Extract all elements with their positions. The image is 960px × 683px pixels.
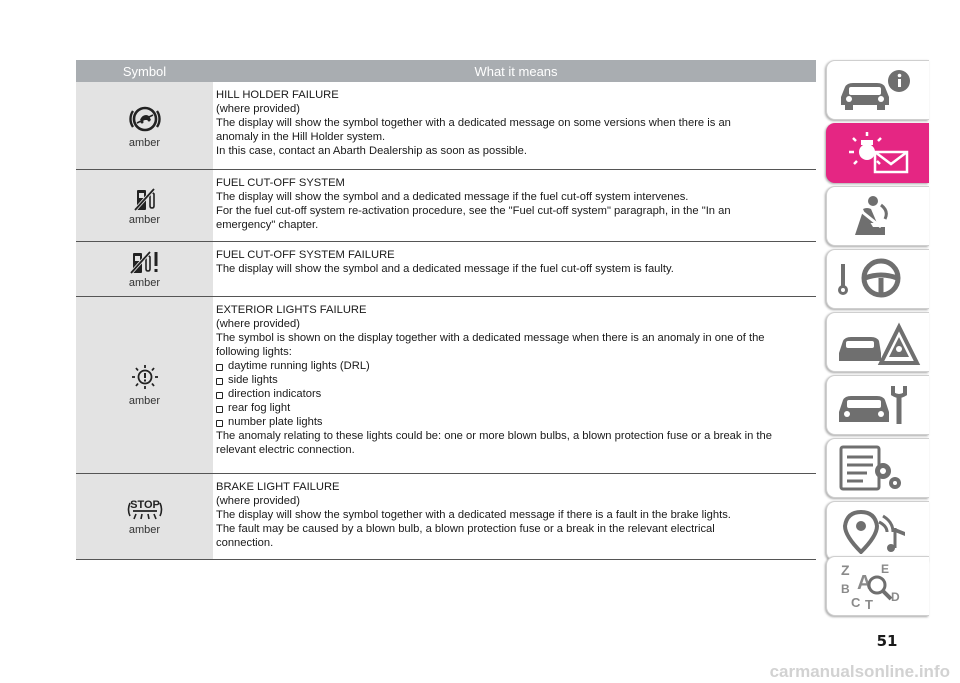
list-item-label: number plate lights	[228, 416, 323, 428]
table-row	[76, 242, 816, 297]
index-letter: B	[841, 582, 850, 596]
table-header	[76, 60, 816, 82]
table-row	[76, 297, 816, 474]
bullet-icon	[216, 364, 223, 371]
car-maintenance-icon	[837, 382, 921, 428]
seat-airbag-icon	[837, 193, 921, 239]
header-meaning: What it means	[474, 63, 558, 79]
list-item-label: daytime running lights (DRL)	[228, 360, 370, 372]
row-line: connection.	[216, 537, 274, 549]
tab-index[interactable]	[826, 556, 929, 616]
index-letter: A	[857, 572, 872, 594]
bullet-icon	[216, 420, 223, 427]
symbol-cell	[76, 242, 213, 296]
row-line: The display will show the symbol together with a dedicated message on some versions when there is an	[216, 117, 731, 129]
row-line: The display will show the symbol and a dedicated message if the fuel cut-off system is faulty.	[216, 263, 674, 275]
bullet-icon	[216, 406, 223, 413]
row-title: BRAKE LIGHT FAILURE	[216, 481, 340, 493]
list-item	[216, 401, 816, 415]
row-line: emergency" chapter.	[216, 219, 319, 231]
tab-emergency[interactable]	[826, 312, 929, 372]
exterior-lights-failure-icon	[130, 363, 160, 393]
warning-lights-table	[76, 60, 816, 560]
symbol-color: amber	[128, 523, 161, 536]
symbol-cell	[76, 170, 213, 241]
index-letter: E	[881, 562, 890, 576]
list-item	[216, 359, 816, 373]
row-line: relevant electric connection.	[216, 444, 355, 456]
symbol-color: amber	[128, 213, 161, 226]
index-letter: T	[865, 597, 873, 611]
meaning-cell	[216, 297, 816, 473]
multimedia-icon	[837, 508, 921, 554]
meaning-cell	[216, 474, 816, 559]
row-line: (where provided)	[216, 318, 300, 330]
header-symbol: Symbol	[122, 63, 167, 79]
row-line: For the fuel cut-off system re-activation procedure, see the "Fuel cut-off system" paragraph, in the "In an	[216, 205, 731, 217]
tab-technical-data[interactable]	[826, 438, 929, 498]
symbol-cell	[76, 82, 213, 169]
row-line: The symbol is shown on the display together with a dedicated message when there is an anomaly in one of the	[216, 332, 765, 344]
symbol-cell	[76, 474, 213, 559]
index-letter: Z	[841, 562, 850, 578]
tab-safety[interactable]	[826, 186, 929, 246]
hill-holder-failure-icon	[128, 103, 162, 135]
steering-wheel-key-icon	[837, 256, 921, 302]
meaning-cell	[216, 242, 816, 296]
row-line: The fault may be caused by a blown bulb, a blown protection fuse or a break in the relevant electrical	[216, 523, 715, 535]
page-number: 51	[876, 632, 898, 650]
warning-light-message-icon	[837, 130, 921, 176]
tab-starting-driving[interactable]	[826, 249, 929, 309]
symbol-color: amber	[128, 395, 161, 407]
list-item	[216, 387, 816, 401]
row-line: The display will show the symbol together with a dedicated message if there is a fault in the brake lights.	[216, 509, 731, 521]
symbol-cell	[76, 297, 213, 473]
tab-multimedia[interactable]	[826, 501, 929, 561]
tab-car-info[interactable]	[826, 60, 929, 120]
watermark: carmanualsonline.info	[769, 662, 950, 681]
list-item-label: side lights	[228, 374, 278, 386]
meaning-cell	[216, 170, 816, 241]
row-line: following lights:	[216, 346, 292, 358]
index-icon	[837, 559, 921, 611]
tab-maintenance[interactable]	[826, 375, 929, 435]
list-item	[216, 373, 816, 387]
list-item-label: direction indicators	[228, 388, 322, 400]
row-line: The anomaly relating to these lights could be: one or more blown bulbs, a blown protection fuse or a break in the	[216, 430, 772, 442]
brake-light-failure-icon	[125, 498, 165, 522]
stop-text: STOP	[129, 498, 160, 511]
row-title: HILL HOLDER FAILURE	[216, 89, 339, 101]
row-line: (where provided)	[216, 103, 300, 115]
index-letter: D	[891, 590, 900, 604]
fuel-cut-off-failure-icon	[130, 249, 160, 275]
row-title: EXTERIOR LIGHTS FAILURE	[216, 304, 367, 316]
row-title: FUEL CUT-OFF SYSTEM	[216, 177, 345, 189]
meaning-cell	[216, 82, 816, 169]
technical-data-icon	[837, 445, 921, 491]
bullet-icon	[216, 378, 223, 385]
fuel-cut-off-system-icon	[134, 186, 156, 212]
row-line: In this case, contact an Abarth Dealership as soon as possible.	[216, 145, 527, 157]
index-letter: C	[851, 595, 861, 610]
symbol-color: amber	[128, 277, 161, 289]
table-row	[76, 474, 816, 560]
row-line: The display will show the symbol and a dedicated message if the fuel cut-off system intervenes.	[216, 191, 689, 203]
table-row	[76, 82, 816, 170]
emergency-icon	[837, 319, 921, 365]
table-row	[76, 170, 816, 242]
bullet-icon	[216, 392, 223, 399]
row-title: FUEL CUT-OFF SYSTEM FAILURE	[216, 249, 395, 261]
row-line: (where provided)	[216, 495, 300, 507]
row-line: anomaly in the Hill Holder system.	[216, 131, 386, 143]
list-item	[216, 415, 816, 429]
symbol-color: amber	[128, 136, 161, 149]
car-info-icon	[837, 67, 921, 113]
tab-warning-lights[interactable]	[826, 123, 929, 183]
list-item-label: rear fog light	[228, 402, 291, 414]
